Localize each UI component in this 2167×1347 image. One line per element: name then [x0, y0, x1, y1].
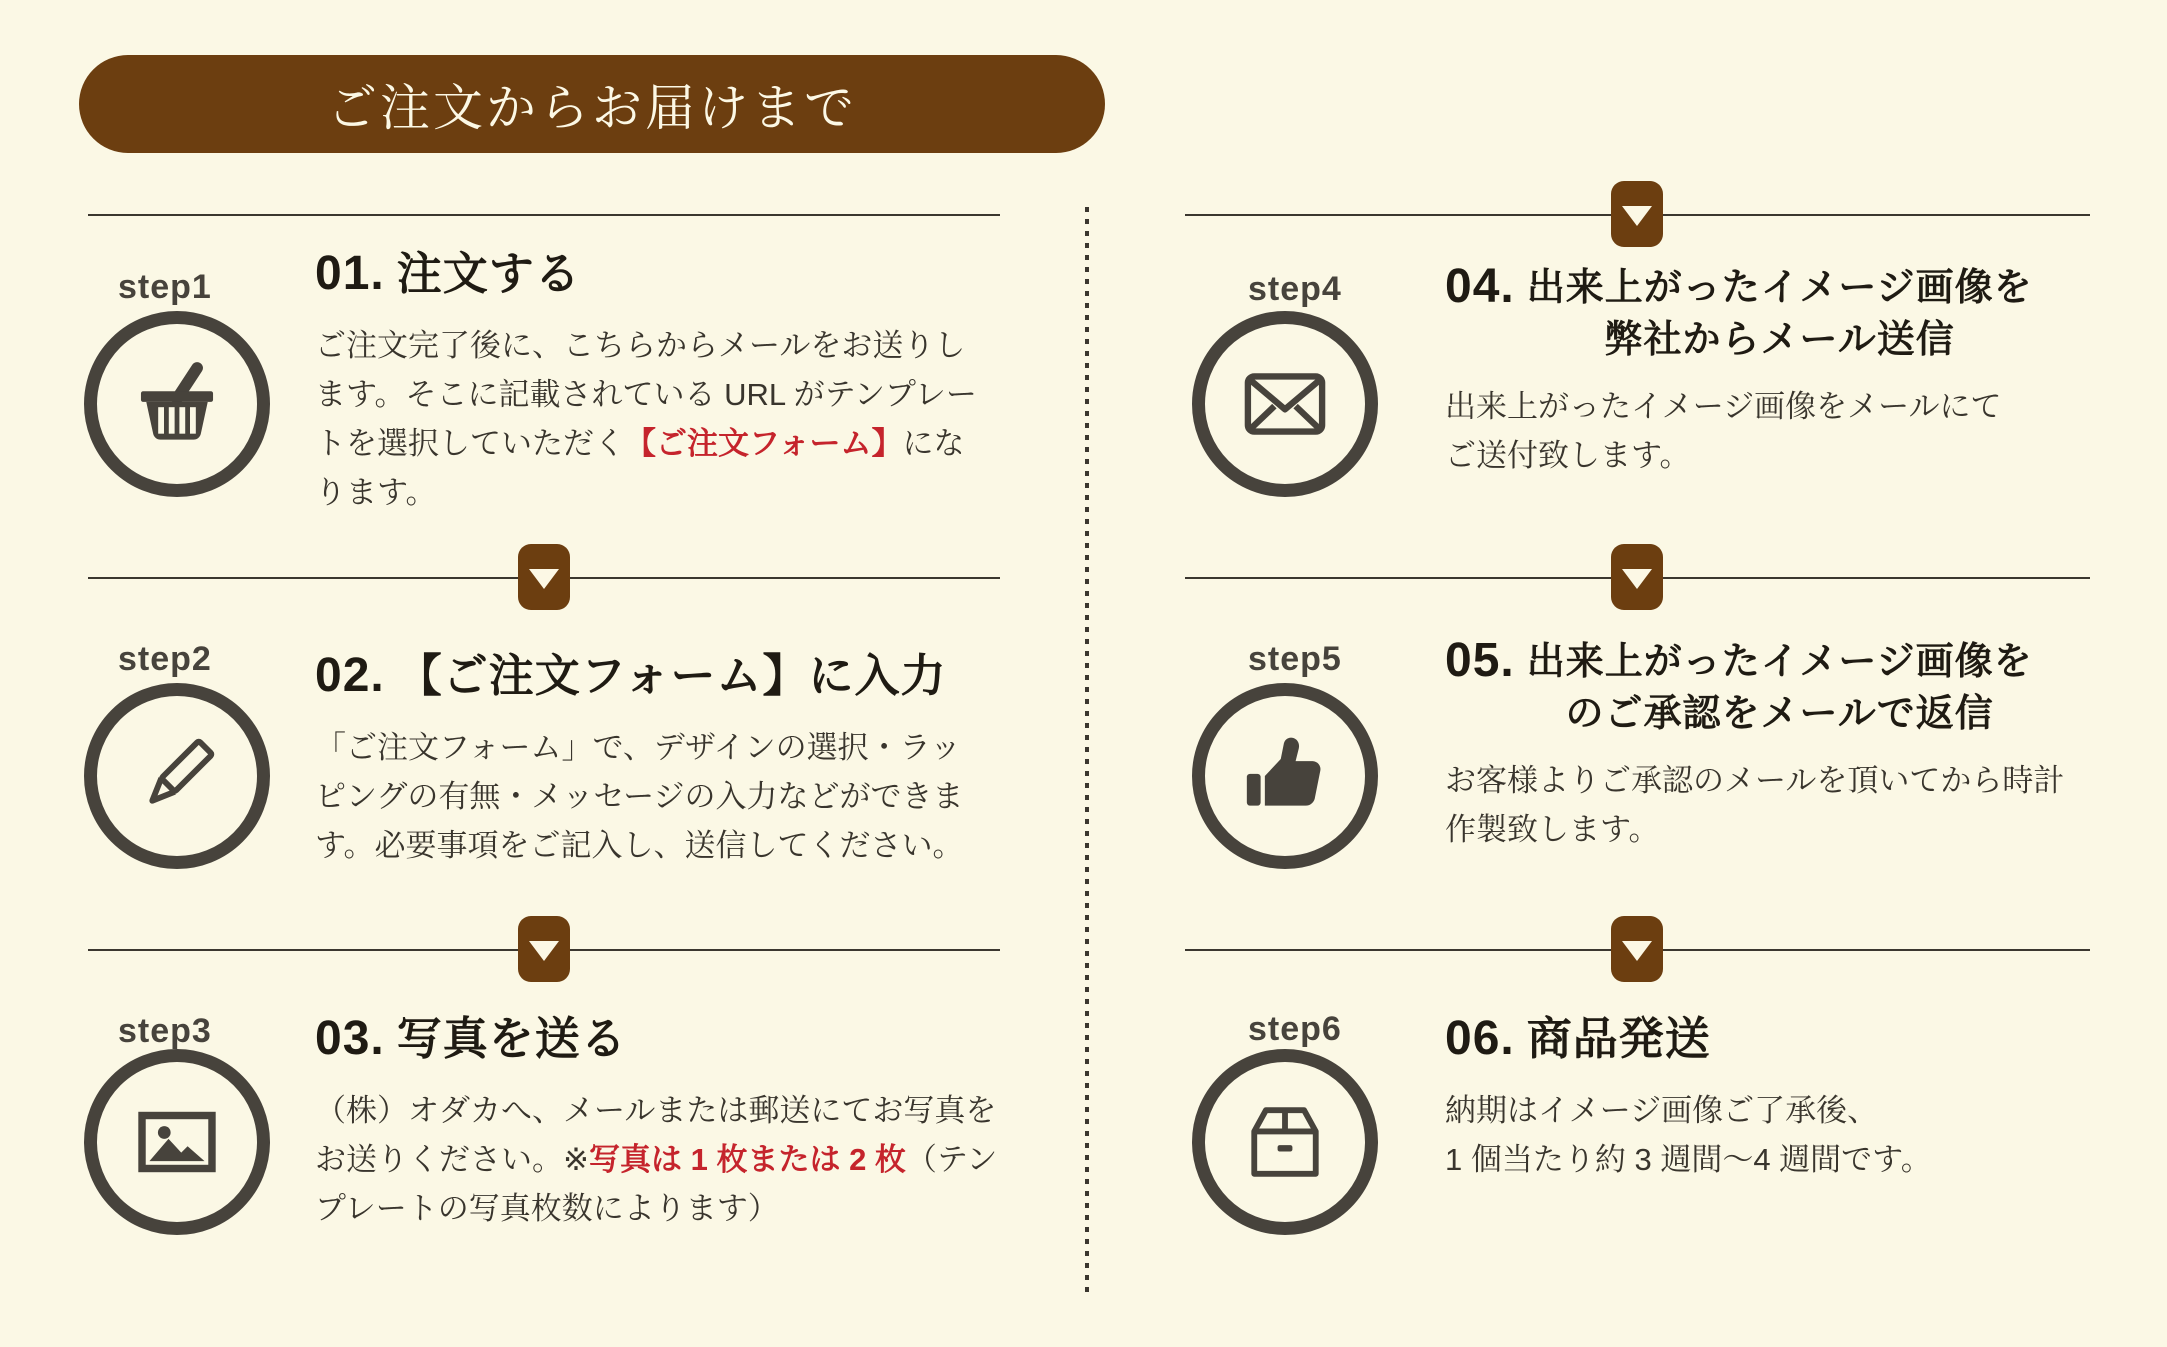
step6-content: [1445, 1008, 2105, 1184]
step4-label: step4: [1248, 270, 1342, 308]
step5-description: お客様よりご承認のメールを頂いてから時計 作製致します。: [1445, 763, 2065, 847]
step4-heading: [1445, 256, 2105, 366]
step3-content: [315, 1008, 1015, 1233]
step6-title: 商品発送: [1526, 1013, 1711, 1064]
basket-icon: [124, 351, 230, 457]
step5-content: [1445, 630, 2105, 854]
step6-label: step6: [1248, 1010, 1342, 1048]
mail-icon: [1232, 351, 1338, 457]
step3-description: （株）オダカへ、メールまたは郵送にてお写真を お送りください。※写真は 1 枚または 2 枚（テン プレートの写真枚数によります）: [315, 1093, 998, 1226]
step5-number: 05.: [1445, 634, 1515, 687]
section-title: ご注文からお届けまで: [327, 80, 857, 136]
step2-heading: [315, 645, 1015, 707]
step1-circle: [84, 311, 270, 497]
down-arrow-icon: [1611, 181, 1663, 247]
step2-circle: [84, 683, 270, 869]
step2-title: 【ご注文フォーム】に入力: [396, 650, 947, 701]
step3-label: step3: [118, 1012, 212, 1050]
step3-heading: [315, 1008, 1015, 1070]
step2-content: [315, 645, 1015, 870]
step4-circle: [1192, 311, 1378, 497]
section-title-banner: [79, 55, 1105, 153]
step1-title: 注文する: [396, 248, 581, 299]
step6-circle: [1192, 1049, 1378, 1235]
step1-heading: [315, 243, 1015, 305]
down-arrow-icon: [518, 916, 570, 982]
box-icon: [1232, 1089, 1338, 1195]
step3-number: 03.: [315, 1012, 385, 1065]
step2-number: 02.: [315, 649, 385, 702]
step1-content: [315, 243, 1015, 517]
step1-label: step1: [118, 268, 212, 306]
step1-description: ご注文完了後に、こちらからメールをお送りし ます。そこに記載されている URL がテンプレー トを選択していただく【ご注文フォーム】にな ります。: [315, 328, 977, 510]
step4-description: 出来上がったイメージ画像をメールにて ご送付致します。: [1445, 389, 2002, 473]
column-divider-dotted-line: [1085, 207, 1089, 1295]
photo-icon: [124, 1089, 230, 1195]
step5-circle: [1192, 683, 1378, 869]
pencil-icon: [124, 723, 230, 829]
step4-title: 出来上がったイメージ画像を 弊社からメール送信: [1526, 267, 2033, 361]
step5-label: step5: [1248, 640, 1342, 678]
step3-circle: [84, 1049, 270, 1235]
divider-line-left-1: [88, 214, 1000, 216]
down-arrow-icon: [518, 544, 570, 610]
step6-description: 納期はイメージ画像ご了承後、 1 個当たり約 3 週間〜4 週間です。: [1445, 1093, 1932, 1177]
thumbs-up-icon: [1232, 723, 1338, 829]
step5-heading: [1445, 630, 2105, 740]
step2-description: 「ご注文フォーム」で、デザインの選択・ラッ ピングの有無・メッセージの入力などができま す。必要事項をご記入し、送信してください。: [315, 730, 964, 863]
step4-number: 04.: [1445, 260, 1515, 313]
step2-label: step2: [118, 640, 212, 678]
step6-number: 06.: [1445, 1012, 1515, 1065]
step3-title: 写真を送る: [396, 1013, 627, 1064]
step6-heading: [1445, 1008, 2105, 1070]
step5-title: 出来上がったイメージ画像を のご承認をメールで返信: [1526, 641, 2033, 735]
step4-content: [1445, 256, 2105, 480]
down-arrow-icon: [1611, 916, 1663, 982]
down-arrow-icon: [1611, 544, 1663, 610]
step1-number: 01.: [315, 247, 385, 300]
